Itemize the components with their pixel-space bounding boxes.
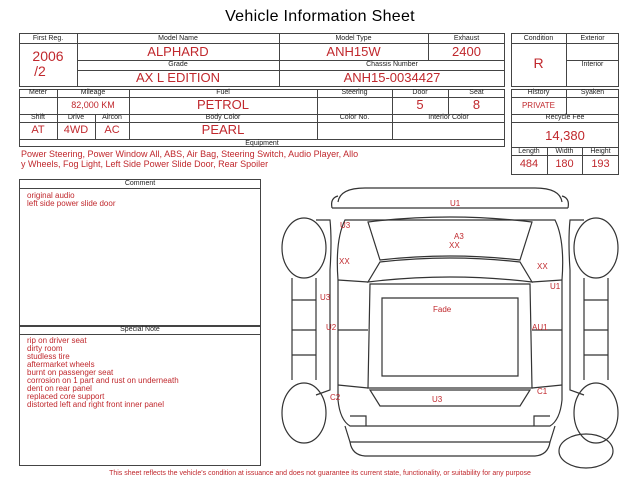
exhaust-label: Exhaust <box>453 35 480 42</box>
model-type-label: Model Type <box>335 35 372 42</box>
length-label: Length <box>518 148 540 155</box>
drive-value: 4WD <box>63 124 89 136</box>
damage-mark: U3 <box>340 221 351 230</box>
aircon-label: Aircon <box>102 114 122 121</box>
model-name-value: ALPHARD <box>147 44 209 59</box>
equipment-line: y Wheels, Fog Light, Left Side Power Slide Door, Rear Spoiler <box>21 159 269 169</box>
equipment-label: Equipment <box>245 140 279 147</box>
damage-mark: U3 <box>432 395 443 404</box>
special-note-text <box>27 337 179 409</box>
drive-label: Drive <box>67 114 85 121</box>
comment-line: original audio <box>27 191 75 200</box>
color-no-label: Color No. <box>339 114 370 121</box>
syaken-label: Syaken <box>580 89 605 96</box>
damage-mark: U2 <box>326 323 337 332</box>
fuel-value: PETROL <box>196 97 249 112</box>
damage-mark: C2 <box>330 393 341 402</box>
door-label: Door <box>412 89 428 96</box>
door-value: 5 <box>416 97 424 112</box>
height-value: 193 <box>591 158 610 170</box>
meter-label: Meter <box>29 89 47 96</box>
steering-label: Steering <box>341 89 368 96</box>
interior-label: Interior <box>581 61 604 68</box>
special-note-line: burnt on passenger seat <box>27 368 114 377</box>
model-type-value: ANH15W <box>326 44 381 59</box>
shift-label: Shift <box>30 114 45 121</box>
body-color-label: Body Color <box>205 114 241 121</box>
fuel-label: Fuel <box>216 89 230 96</box>
first-reg-year: 2006 <box>32 48 64 64</box>
damage-mark: AU1 <box>532 323 548 332</box>
recycle-fee-label: Recycle Fee <box>545 114 585 121</box>
seat-value: 8 <box>472 97 481 112</box>
special-note-line: rip on driver seat <box>27 336 87 345</box>
comment-line: left side power slide door <box>27 199 116 208</box>
special-note-line: corrosion on 1 part and rust on underneath <box>27 376 179 385</box>
body-color-value: PEARL <box>201 122 245 137</box>
damage-mark: U3 <box>320 293 331 302</box>
mileage-label: Mileage <box>80 89 106 96</box>
damage-mark: C1 <box>537 387 548 396</box>
grade-label: Grade <box>168 61 188 68</box>
special-note-label: Special Note <box>120 326 160 333</box>
seat-label: Seat <box>469 89 484 96</box>
condition-label: Condition <box>523 35 554 42</box>
special-note-line: distorted left and right front inner panel <box>27 400 164 409</box>
damage-mark: U1 <box>450 199 461 208</box>
shift-value: AT <box>31 124 45 136</box>
car-damage-diagram <box>270 180 630 470</box>
damage-mark: A3 <box>454 232 464 241</box>
special-note-line: studless tire <box>27 352 70 361</box>
damage-mark: U1 <box>550 282 561 291</box>
recycle-fee-value: 14,380 <box>545 128 585 143</box>
length-value: 484 <box>519 158 539 170</box>
chassis-number-label: Chassis Number <box>366 61 418 68</box>
damage-mark: XX <box>449 241 460 250</box>
equipment-text <box>21 149 511 169</box>
special-note-line: aftermarket wheels <box>27 360 95 369</box>
special-note-line: dent on rear panel <box>27 384 92 393</box>
interior-color-label: Interior Color <box>428 114 469 121</box>
sheet-title: Vehicle Information Sheet <box>225 8 415 25</box>
damage-mark: XX <box>339 257 350 266</box>
width-value: 180 <box>555 158 574 170</box>
equipment-line: Power Steering, Power Window All, ABS, Air Bag, Steering Switch, Audio Player, Allo <box>21 149 359 159</box>
history-label: History <box>527 89 550 96</box>
chassis-number-value: ANH15-0034427 <box>343 70 441 85</box>
special-note-line: replaced core support <box>27 392 105 401</box>
history-value: PRIVATE <box>521 101 556 110</box>
condition-value: R <box>533 55 544 71</box>
damage-mark: Fade <box>433 305 452 314</box>
exterior-label: Exterior <box>580 35 605 42</box>
aircon-value: AC <box>104 124 120 136</box>
first-reg-month: /2 <box>34 63 46 79</box>
mileage-value: 82,000 KM <box>71 100 115 110</box>
grade-value: AX L EDITION <box>135 70 221 85</box>
model-name-label: Model Name <box>158 35 198 42</box>
exhaust-value: 2400 <box>452 44 481 59</box>
disclaimer-footer: This sheet reflects the vehicle's condition at issuance and does not guarantee its current state, functionality, or suitability for any purpose <box>109 470 531 477</box>
width-label: Width <box>555 148 574 155</box>
height-label: Height <box>590 148 611 155</box>
special-note-line: dirty room <box>27 344 63 353</box>
damage-mark: XX <box>537 262 548 271</box>
comment-label: Comment <box>124 180 156 187</box>
comment-text <box>27 192 116 208</box>
first-reg-label: First Reg. <box>32 35 64 42</box>
